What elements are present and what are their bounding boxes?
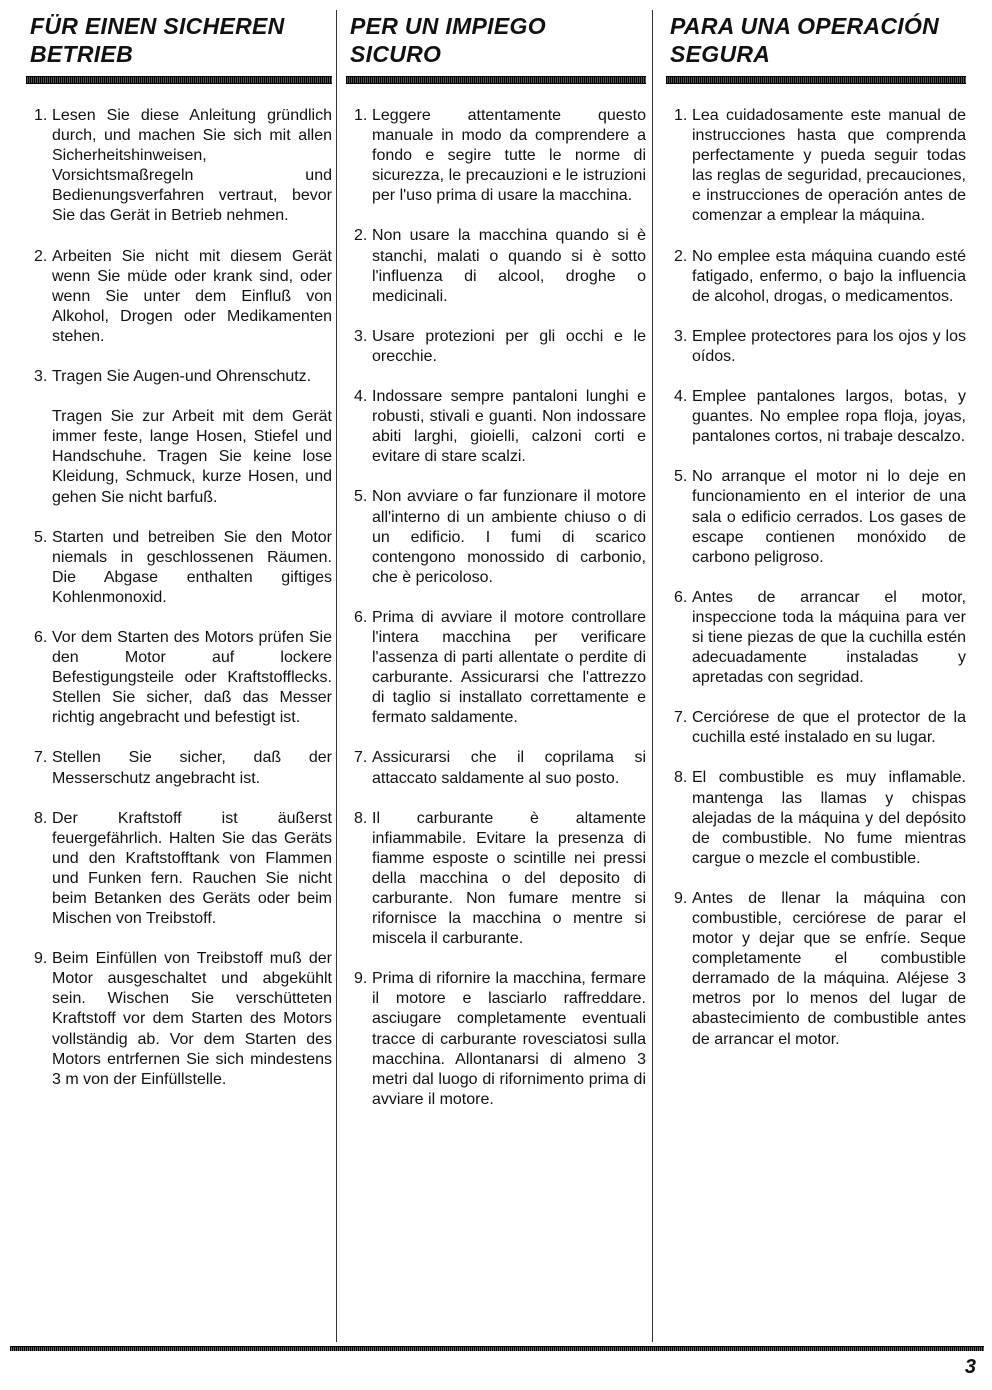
item-number: 1. <box>34 107 48 124</box>
list-item <box>666 467 966 567</box>
list-item <box>666 708 966 748</box>
item-number: 7. <box>34 749 48 767</box>
item-number: 2. <box>34 247 48 265</box>
item-text: Arbeiten Sie nicht mit diesem Gerät wenn Sie müde oder krank sind, oder wenn Sie unter dem Einfluß von Alkohol, Drogen oder Medikamenten stehen. <box>52 247 332 345</box>
footer-rule <box>10 1346 984 1351</box>
column-german <box>26 12 332 1342</box>
item-text: Leggere attentamente questo manuale in modo da comprendere a fondo e segire tutte le norme di sicurezza, le precauzioni e le istruzioni per l'uso prima di usare la macchina. <box>372 107 646 205</box>
list-item <box>346 106 646 206</box>
item-number: 6. <box>34 628 48 646</box>
column-divider <box>336 10 337 1342</box>
item-number: 6. <box>674 588 688 606</box>
item-text: Emplee protectores para los ojos y los oídos. <box>692 327 966 365</box>
list-item <box>346 226 646 306</box>
list-item <box>26 528 332 608</box>
item-number: 5. <box>674 468 688 486</box>
item-text: Antes de llenar la máquina con combustible, cerciórese de parar el motor y dejar que se enfríe. Seque completamente el combustible derramado de la máquina. Aléjese 3 metros por lo menos del lugar de abastecimiento de combustible antes de arrancar el motor. <box>692 889 966 1048</box>
item-text: Antes de arrancar el motor, inspeccione toda la máquina para ver si tiene piezas de que la cuchilla estén adecuadamente instaladas y apretadas con segridad. <box>692 588 966 687</box>
item-text: No arranque el motor ni lo deje en funcionamiento en el interior de una sala o edificio cerrados. Los gases de escape contienen monóxido de carbono peligroso. <box>692 468 966 566</box>
item-number: 3. <box>674 327 688 345</box>
item-text: Lea cuidadosamente este manual de instrucciones hasta que comprenda perfectamente y pueda seguir todas las reglas de seguridad, precauciones, e instrucciones de operación antes de comenzar a emplear la máquina. <box>692 107 966 225</box>
list-item <box>26 949 332 1090</box>
title-rule <box>346 76 646 84</box>
item-text: Vor dem Starten des Motors prüfen Sie den Motor auf lockere Befestigungsteile oder Kraftstofflecks. Stellen Sie sicher, daß das Messer richtig angebracht und befestigt ist. <box>52 628 332 727</box>
item-number: 5. <box>354 488 368 506</box>
item-text: Tragen Sie zur Arbeit mit dem Gerät immer feste, lange Hosen, Stiefel und Handschuhe. Tragen Sie keine lose Kleidung, Schmuck, kurze Hosen, und gehen Sie nicht barfuß. <box>52 408 332 506</box>
list-item <box>666 327 966 367</box>
list-item <box>26 748 332 788</box>
list-item <box>666 247 966 307</box>
page-number: 3 <box>964 1356 976 1378</box>
column-italian <box>346 12 646 1342</box>
list-item <box>346 487 646 587</box>
column-title: PARA UNA OPERACIÓN SEGURA <box>670 13 940 67</box>
list-item <box>346 748 646 788</box>
item-number: 4. <box>674 388 688 406</box>
column-divider <box>652 10 653 1342</box>
item-text: El combustible es muy inflamable. mantenga las llamas y chispas alejadas de la máquina y del depósito de combustible. No fume mientras cargue o mezcle el combustible. <box>692 769 966 867</box>
item-text: Emplee pantalones largos, botas, y guantes. No emplee ropa floja, joyas, pantalones cortos, ni trabaje descalzo. <box>692 388 966 446</box>
item-text: Tragen Sie Augen-und Ohrenschutz. <box>52 368 312 386</box>
list-item <box>346 608 646 729</box>
item-number: 3. <box>34 368 48 386</box>
list-item <box>346 969 646 1110</box>
item-number: 9. <box>354 970 368 988</box>
item-text: Non usare la macchina quando si è stanchi, malati o quando si è sotto l'influenza di alcool, droghe o medicinali. <box>372 227 646 305</box>
item-text: Indossare sempre pantaloni lunghi e robusti, stivali e guanti. Non indossare abiti larghi, gioielli, calzoni corti e evitare di stare scalzi. <box>372 388 646 466</box>
item-number: 8. <box>34 809 48 827</box>
title-rule <box>26 76 332 84</box>
item-number: 5. <box>34 528 48 546</box>
item-number: 1. <box>354 107 368 124</box>
item-text: Starten und betreiben Sie den Motor niemals in geschlossenen Räumen. Die Abgase enthalten giftiges Kohlenmonoxid. <box>52 528 332 606</box>
item-text: Der Kraftstoff ist äußerst feuergefährlich. Halten Sie das Geräts und den Kraftstofftank von Flammen und Funken fern. Rauchen Sie nicht beim Betanken des Geräts oder beim Mischen von Treibstoff. <box>52 809 332 928</box>
list-item <box>26 106 332 227</box>
list-item <box>666 588 966 688</box>
item-number: 4. <box>354 388 368 406</box>
column-title: PER UN IMPIEGO SICURO <box>350 13 546 67</box>
item-text: Cerciórese de que el protector de la cuchilla esté instalado en su lugar. <box>692 709 966 747</box>
list-item <box>346 387 646 467</box>
item-number: 6. <box>354 608 368 626</box>
list-item <box>346 327 646 367</box>
list-item <box>26 367 332 508</box>
item-text: Il carburante è altamente infiammabile. Evitare la presenza di fiamme esposte o scintille nei pressi della macchina o del deposito di carburante. Non fumare mentre si rifornisce la macchina o mentre si miscela il carburante. <box>372 809 646 948</box>
item-number: 9. <box>34 950 48 968</box>
list-item <box>26 247 332 347</box>
item-number: 3. <box>354 327 368 345</box>
instruction-list <box>26 106 332 1090</box>
item-text: Beim Einfüllen von Treibstoff muß der Motor ausgeschaltet und abgekühlt sein. Wischen Sie verschütteten Kraftstoff vor dem Starten des Motors vollständig ab. Vor dem Starten des Motors entrfernen Sie sich mindestens 3 m von der Einfüllstelle. <box>52 950 332 1088</box>
instruction-list <box>346 106 646 1110</box>
item-number: 7. <box>674 709 688 727</box>
item-text: Assicurarsi che il coprilama si attaccato saldamente al suo posto. <box>372 749 646 787</box>
list-item <box>346 809 646 950</box>
title-rule <box>666 76 966 84</box>
list-item <box>26 628 332 728</box>
item-number: 8. <box>674 769 688 787</box>
item-number: 2. <box>674 247 688 265</box>
list-item <box>26 809 332 930</box>
item-number: 8. <box>354 809 368 827</box>
item-number: 2. <box>354 227 368 245</box>
item-number: 9. <box>674 889 688 907</box>
item-text: Prima di avviare il motore controllare l'intera macchina per verificare l'assenza di parti allentate o perdite di carburante. Assicurarsi che l'attrezzo di taglio si installato correttamente e fermato saldamente. <box>372 608 646 727</box>
list-item <box>666 768 966 868</box>
column-title: FÜR EINEN SICHEREN BETRIEB <box>30 13 285 67</box>
item-text: Lesen Sie diese Anleitung gründlich durch, und machen Sie sich mit allen Sicherheitshinweisen, Vorsichtsmaßregeln und Bedienungsverfahren vertraut, bevor Sie das Gerät in Betrieb nehmen. <box>52 107 332 225</box>
column-spanish <box>666 12 966 1342</box>
list-item <box>666 106 966 227</box>
item-text: Non avviare o far funzionare il motore all'interno di un ambiente chiuso o di un edificio. I fumi di scarico contengono monossido di carbonio, che è pericoloso. <box>372 488 646 586</box>
item-text: Stellen Sie sicher, daß der Messerschutz angebracht ist. <box>52 749 332 787</box>
list-item <box>666 889 966 1050</box>
item-text: No emplee esta máquina cuando esté fatigado, enfermo, o bajo la influencia de alcohol, drogas, o medicamentos. <box>692 247 966 305</box>
item-number: 7. <box>354 749 368 767</box>
item-text: Prima di rifornire la macchina, fermare il motore e lasciarlo raffreddare. asciugare completamente eventuali tracce di carburante rovesciatosi sulla macchina. Allontanarsi di almeno 3 metri dal luogo di rifornimento prima di avviare il motore. <box>372 970 646 1108</box>
item-text: Usare protezioni per gli occhi e le orecchie. <box>372 327 646 365</box>
item-number: 1. <box>674 107 688 124</box>
instruction-list <box>666 106 966 1050</box>
list-item <box>666 387 966 447</box>
